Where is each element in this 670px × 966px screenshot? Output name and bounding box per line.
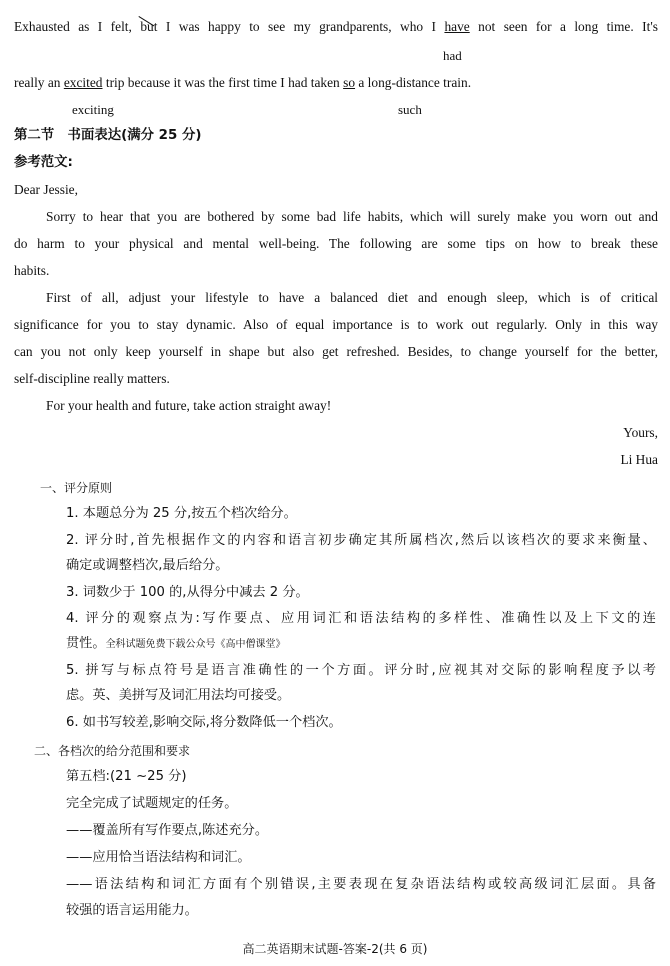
scoring-rule: 4. 评分的观察点为:写作要点、应用词汇和语法结构的多样性、准确性以及上下文的连 <box>66 611 656 626</box>
watermark-note: 全科试题免费下载公众号《高中僧课堂》 <box>105 639 286 650</box>
scoring-rule: 确定或调整档次,最后给分。 <box>66 558 229 573</box>
grade-bullet: ——应用恰当语法结构和词汇。 <box>66 850 251 865</box>
letter-paragraph-line: Sorry to hear that you are bothered by some bad life habits, which will surely make you worn out and <box>46 209 658 224</box>
grade-bullet: 较强的语言运用能力。 <box>66 903 198 918</box>
correction-text: really an <box>14 75 61 90</box>
reference-label: 参考范文: <box>14 155 73 170</box>
scoring-heading: 一、评分原则 <box>40 481 113 495</box>
letter-paragraph-line: do harm to your physical and mental well-being. The following are some tips on how to break these <box>14 236 658 251</box>
page-footer: 高二英语期末试题-答案-2(共 6 页) <box>242 942 428 956</box>
grade-bullet: ——覆盖所有写作要点,陈述充分。 <box>66 823 269 838</box>
letter-closing: Yours, <box>623 425 658 440</box>
grade-level: 第五档:(21 ~25 分) <box>66 769 187 784</box>
error-word: so <box>343 75 356 90</box>
letter-paragraph-line: self-discipline really matters. <box>14 371 170 386</box>
scoring-rule: 6. 如书写较差,影响交际,将分数降低一个档次。 <box>66 715 342 730</box>
scoring-rule <box>66 635 656 654</box>
grade-bullet: ——语法结构和词汇方面有个别错误,主要表现在复杂语法结构或较高级词汇层面。具备 <box>66 877 656 892</box>
section-title: 第二节 书面表达(满分 25 分) <box>14 128 202 143</box>
error-word: have <box>444 19 470 34</box>
grade-heading: 二、各档次的给分范围和要求 <box>34 744 191 758</box>
letter-paragraph-line: significance for you to stay dynamic. Also of equal importance is to work out regularly. Only in this way <box>14 317 658 332</box>
scoring-rule-text: 贯性。 <box>66 636 106 651</box>
correction-fix: such <box>398 102 422 117</box>
scoring-rule: 5. 拼写与标点符号是语言准确性的一个方面。评分时,应视其对交际的影响程度予以考 <box>66 663 656 678</box>
correction-text: a long-distance train. <box>358 75 472 90</box>
correction-fix: exciting <box>72 102 114 117</box>
letter-signature: Li Hua <box>620 452 658 467</box>
struck-word: but <box>140 19 158 34</box>
scoring-rule: 2. 评分时,首先根据作文的内容和语言初步确定其所属档次,然后以该档次的要求来衡量、 <box>66 533 656 548</box>
letter-greeting: Dear Jessie, <box>14 182 78 197</box>
correction-text: Exhausted as I felt, <box>14 19 132 34</box>
correction-line-1 <box>14 18 658 36</box>
letter-paragraph-line: habits. <box>14 263 50 278</box>
grade-description: 完全完成了试题规定的任务。 <box>66 796 238 811</box>
letter-paragraph-line: First of all, adjust your lifestyle to have a balanced diet and enough sleep, which is of critical <box>46 290 658 305</box>
correction-text: trip because it was the first time I had taken <box>105 75 340 90</box>
scoring-rule: 1. 本题总分为 25 分,按五个档次给分。 <box>66 506 297 521</box>
scoring-rule: 3. 词数少于 100 的,从得分中减去 2 分。 <box>66 585 309 600</box>
correction-text: not seen for a long time. It's <box>478 19 658 34</box>
error-word: excited <box>63 75 103 90</box>
letter-paragraph-line: can you not only keep yourself in shape but also get refreshed. Besides, to change yourself for the better, <box>14 344 658 359</box>
scoring-rule: 虑。英、美拼写及词汇用法均可接受。 <box>66 688 291 703</box>
correction-line-2 <box>14 74 658 92</box>
correction-fix: had <box>443 48 462 63</box>
letter-paragraph-line: For your health and future, take action straight away! <box>46 398 332 413</box>
correction-text: I was happy to see my grandparents, who I <box>165 19 436 34</box>
